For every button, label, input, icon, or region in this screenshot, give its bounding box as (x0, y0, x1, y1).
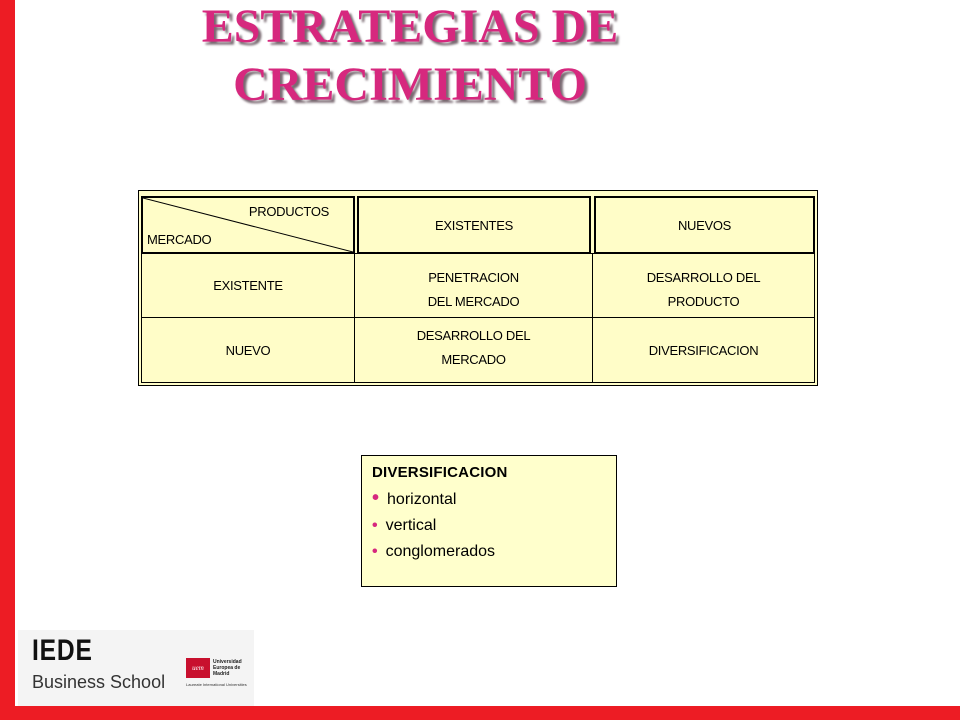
slide-title (120, 0, 700, 114)
growth-matrix (138, 190, 818, 386)
bottom-accent-bar (0, 706, 960, 720)
row-existing-market (141, 253, 355, 318)
bullet-icon: • (372, 517, 378, 534)
diversification-box-title: DIVERSIFICACION (372, 464, 508, 481)
row-new-market (141, 317, 355, 383)
diversification-label: DIVERSIFICACION (648, 342, 759, 358)
row-existing-label: EXISTENTE (213, 278, 283, 293)
title-line-2: CRECIMIENTO (233, 58, 587, 111)
cell-market-penetration (354, 253, 593, 318)
cell-product-development (592, 253, 815, 318)
uem-logo-subtitle: Laureate International Universities (186, 682, 247, 687)
market-dev-line-1: DESARROLLO DEL (416, 328, 531, 343)
diversification-item (372, 485, 616, 513)
penetration-line-1: PENETRACION (428, 270, 519, 285)
cell-diversification (592, 317, 815, 383)
bullet-icon: • (372, 543, 378, 560)
diversification-item-label: conglomerados (385, 543, 496, 560)
penetration-line-2: DEL MERCADO (427, 294, 520, 309)
logo-area (18, 630, 254, 706)
left-accent-bar (0, 0, 15, 720)
diversification-box (361, 455, 617, 587)
matrix-corner-cell (141, 196, 355, 254)
product-dev-line-2: PRODUCTO (667, 294, 740, 309)
title-line-1: ESTRATEGIAS DE (201, 0, 619, 53)
corner-market-label: MERCADO (147, 232, 212, 247)
header-existing-label: EXISTENTES (435, 217, 513, 233)
business-school-label: Business School (32, 672, 166, 692)
iede-logo: IEDE (32, 634, 93, 667)
diversification-item (372, 513, 616, 539)
diversification-item-label: horizontal (387, 491, 457, 508)
header-existing-products (357, 196, 591, 254)
header-new-products (594, 196, 815, 254)
diversification-item (372, 539, 616, 565)
corner-products-label: PRODUCTOS (248, 204, 329, 219)
uem-logo-mark: uem (186, 658, 210, 678)
header-new-label: NUEVOS (677, 217, 732, 233)
market-dev-line-2: MERCADO (441, 352, 506, 367)
row-new-label: NUEVO (225, 342, 271, 358)
uem-logo-name: Universidad Europea de Madrid (213, 659, 242, 677)
cell-market-development (354, 317, 593, 383)
bullet-icon: • (372, 487, 380, 509)
uem-logo (186, 658, 248, 690)
product-dev-line-1: DESARROLLO DEL (646, 270, 761, 285)
diversification-item-label: vertical (385, 517, 437, 534)
